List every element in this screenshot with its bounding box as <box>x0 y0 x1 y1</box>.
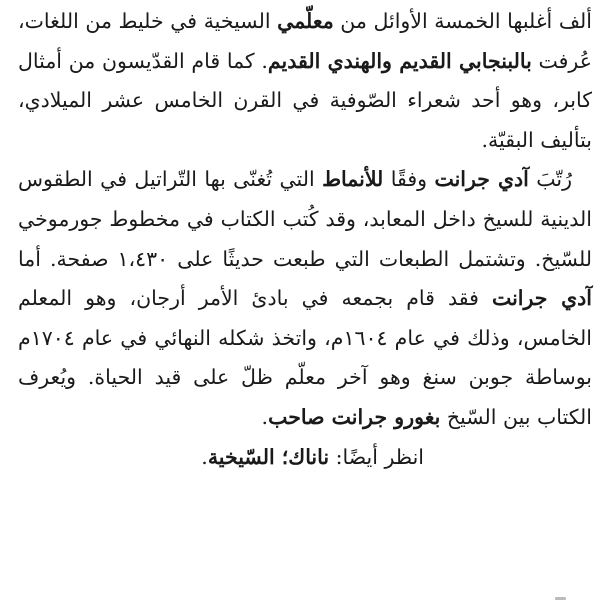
term-adi-granth: آدي جرانت <box>491 286 592 311</box>
term-gurus: معلّمي <box>277 9 334 33</box>
see-also-links: ناناك؛ السّيخية <box>207 444 330 469</box>
text-run: رُتّبَ <box>528 167 572 192</box>
text-run: التي تُغنّى بها التّراتيل في الطقوس الدينية للسيخ داخل المعابد، وقد كُتب الكتاب في مخطوط جورموخي للسّيخ. وتشتمل الطبعات التي طبعت حديثًا على ١،٤٣٠ صفحة. أما <box>18 167 592 271</box>
text-run: . <box>261 404 269 429</box>
term-ragas: للأنماط <box>322 167 384 192</box>
paragraph-arrangement <box>18 160 592 437</box>
text-run: . <box>201 444 208 469</box>
scan-edge-mark <box>555 597 566 600</box>
paragraph-authorship <box>18 2 592 160</box>
text-run: وفقًا <box>383 167 435 192</box>
term-languages: بالبنجابي القديم والهندي القديم <box>267 48 532 73</box>
see-also-line <box>18 438 592 478</box>
term-adi-granth: آدي جرانت <box>434 167 529 192</box>
text-run: فقد قام بجمعه في بادئ الأمر أرجان، وهو المعلم الخامس، وذلك في عام ١٦٠٤م، واتخذ شكله النهائي في عام ١٧٠٤م بوساطة جوبن سنغ وهو آخر معلّم ظلّ على قيد الحياة. ويُعرف الكتاب بين السّيخ <box>18 286 592 429</box>
term-guru-granth-sahib: بغورو جرانت صاحب <box>268 404 441 429</box>
text-run: . كما قام القدّيسون من أمثال كابر، وهو أحد شعراء الصّوفية في القرن الخامس عشر الميلادي، بتأليف البقيّة. <box>18 48 592 152</box>
see-also-label: انظر أيضًا: <box>329 444 424 469</box>
text-run: السيخية في خليط من اللغات، عُرفت <box>18 9 592 73</box>
text-run: ألف أغلبها الخمسة الأوائل من <box>333 9 592 33</box>
article-body <box>18 2 592 477</box>
